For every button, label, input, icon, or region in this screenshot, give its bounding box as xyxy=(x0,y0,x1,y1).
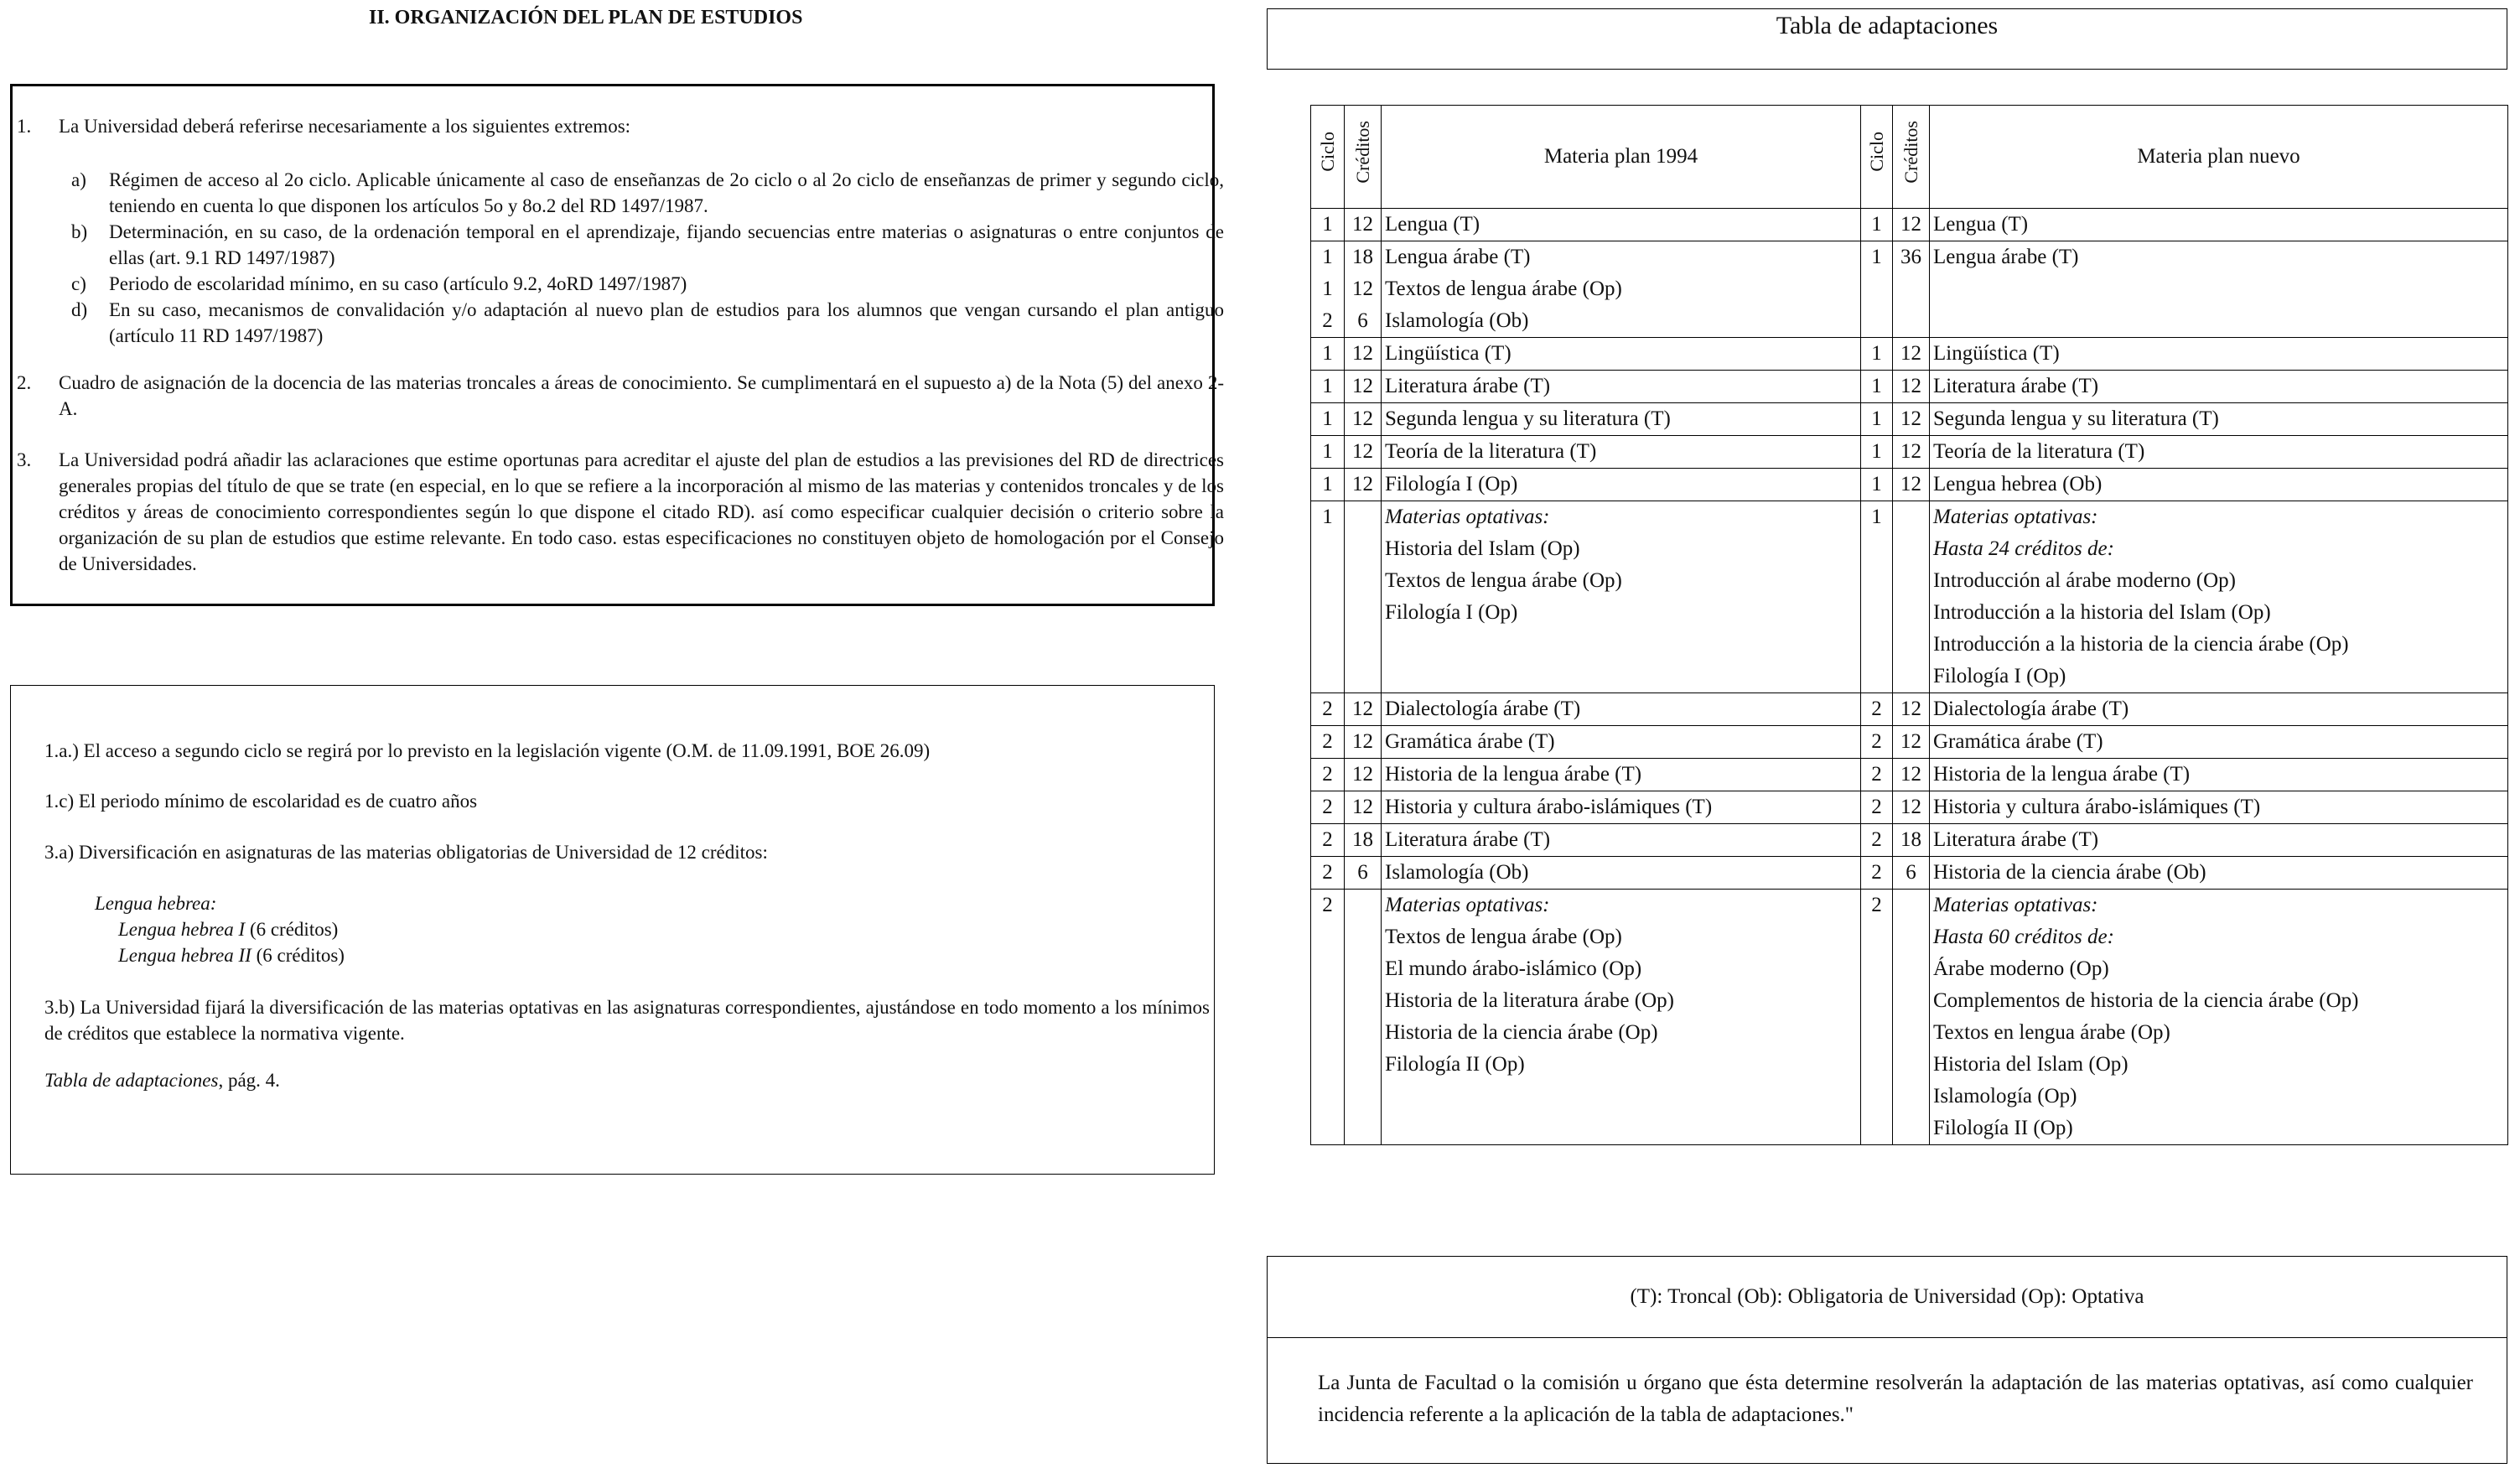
cell-ciclo-old xyxy=(1311,726,1345,759)
junta-note: La Junta de Facultad o la comisión u órgano que ésta determine resolverán la adaptación de las materias optativas, así como cualquier incidencia referente a la aplicación de la tabla de adaptaciones." xyxy=(1318,1372,2473,1426)
item-3-text: La Universidad podrá añadir las aclaraciones que estime oportunas para acreditar el ajuste del plan de estudios a las previsiones del RD de directrices generales propias del título de que se trate (en especial, en lo que se refiere a la incorporación al mismo de las materias y contenidos troncales y de los créditos y áreas de conocimiento correspondientes según lo que dispone el citado RD). así como especificar cualquier decisión o criterio sobre la organización de su plan de estudios que estime relevante. En todo caso. estas especificaciones no constituyen objeto de homologación por el Consejo de Universidades. xyxy=(59,449,1224,574)
cell-line: 2 xyxy=(1322,730,1333,753)
cell-line: Textos en lengua árabe (Op) xyxy=(1933,1021,2170,1044)
adaptation-table xyxy=(1310,105,2508,1145)
cell-ciclo-old xyxy=(1311,469,1345,501)
cell-creditos-old xyxy=(1345,371,1382,403)
cell-materia-old xyxy=(1382,890,1861,1145)
table-row xyxy=(1311,403,2508,436)
item-a-text: Régimen de acceso al 2o ciclo. Aplicable únicamente al caso de enseñanzas de 2o ciclo o al 2o ciclo de enseñanzas de primer y segundo ciclo, teniendo en cuenta lo que disponen los artículos 5o y 8o.2 del RD 1497/1987. xyxy=(109,169,1224,216)
cell-ciclo-new xyxy=(1861,890,1893,1145)
cell-line: 1 xyxy=(1322,473,1333,495)
cell-line: Textos de lengua árabe (Op) xyxy=(1385,569,1622,592)
cell-line: 2 xyxy=(1871,698,1882,720)
table-row xyxy=(1311,436,2508,469)
cell-materia-new xyxy=(1930,857,2508,890)
cell-line: 12 xyxy=(1900,698,1921,720)
cell-line: Materias optativas: xyxy=(1385,506,1550,528)
cell-line: 12 xyxy=(1352,342,1373,365)
cell-ciclo-old xyxy=(1311,338,1345,371)
cell-line: 12 xyxy=(1900,730,1921,753)
cell-line: 1 xyxy=(1322,342,1333,365)
cell-materia-old xyxy=(1382,403,1861,436)
cell-line: 1 xyxy=(1871,407,1882,430)
cell-creditos-new xyxy=(1893,759,1930,791)
cell-materia-old xyxy=(1382,371,1861,403)
cell-creditos-new xyxy=(1893,209,1930,241)
cell-creditos-old xyxy=(1345,436,1382,469)
cell-materia-new xyxy=(1930,371,2508,403)
legend-text: (T): Troncal (Ob): Obligatoria de Universidad (Op): Optativa xyxy=(1268,1257,2507,1338)
header-creditos: Créditos xyxy=(1345,106,1382,209)
cell-line: 1 xyxy=(1871,375,1882,397)
cell-line: Lingüística (T) xyxy=(1385,342,1511,365)
cell-line: Introducción al árabe moderno (Op) xyxy=(1933,569,2236,592)
cell-line: Segunda lengua y su literatura (T) xyxy=(1385,407,1671,430)
cell-line: Lengua hebrea (Ob) xyxy=(1933,473,2103,495)
cell-creditos-old xyxy=(1345,726,1382,759)
cell-line: 6 xyxy=(1906,861,1916,884)
cell-line: Filología I (Op) xyxy=(1385,473,1518,495)
cell-line: Historia del Islam (Op) xyxy=(1933,1053,2129,1076)
cell-line: 2 xyxy=(1871,894,1882,916)
cell-line: 12 xyxy=(1900,213,1921,236)
table-row xyxy=(1311,469,2508,501)
cell-line: 12 xyxy=(1352,278,1373,300)
lengua-hebrea-2: Lengua hebrea II (6 créditos) xyxy=(118,945,345,966)
cell-materia-old xyxy=(1382,857,1861,890)
cell-line: Literatura árabe (T) xyxy=(1933,375,2099,397)
cell-line: Textos de lengua árabe (Op) xyxy=(1385,278,1622,300)
cell-creditos-new xyxy=(1893,726,1930,759)
cell-line: 12 xyxy=(1352,440,1373,463)
cell-materia-new xyxy=(1930,693,2508,726)
cell-materia-old xyxy=(1382,791,1861,824)
cell-creditos-old xyxy=(1345,209,1382,241)
cell-line: 1 xyxy=(1322,375,1333,397)
cell-ciclo-old xyxy=(1311,501,1345,693)
cell-creditos-old xyxy=(1345,469,1382,501)
cell-line: Filología I (Op) xyxy=(1385,601,1518,624)
table-row xyxy=(1311,371,2508,403)
cell-ciclo-old xyxy=(1311,857,1345,890)
cell-line: Historia de la ciencia árabe (Ob) xyxy=(1933,861,2206,884)
cell-line: Historia del Islam (Op) xyxy=(1385,537,1580,560)
cell-materia-new xyxy=(1930,338,2508,371)
cell-line: 12 xyxy=(1352,698,1373,720)
note-period: 1.c) El periodo mínimo de escolaridad es de cuatro años xyxy=(44,791,478,812)
table-row xyxy=(1311,338,2508,371)
cell-creditos-old xyxy=(1345,693,1382,726)
cell-line: Materias optativas: xyxy=(1385,894,1550,916)
cell-line: 12 xyxy=(1900,342,1921,365)
cell-line: Historia y cultura árabo-islámiques (T) xyxy=(1933,796,2261,818)
cell-materia-new xyxy=(1930,890,2508,1145)
cell-line: 12 xyxy=(1900,473,1921,495)
cell-line: Materias optativas: xyxy=(1933,894,2098,916)
cell-creditos-old xyxy=(1345,759,1382,791)
cell-line: 12 xyxy=(1352,407,1373,430)
cell-line: 6 xyxy=(1357,861,1368,884)
item-letter: c) xyxy=(71,273,86,294)
cell-creditos-new xyxy=(1893,501,1930,693)
cell-materia-old xyxy=(1382,759,1861,791)
cell-line: 1 xyxy=(1322,213,1333,236)
item-letter: b) xyxy=(71,221,88,242)
cell-line: 2 xyxy=(1322,796,1333,818)
cell-line: 2 xyxy=(1322,698,1333,720)
table-row xyxy=(1311,890,2508,1145)
cell-line: 18 xyxy=(1352,246,1373,268)
legend-box xyxy=(1267,1256,2507,1464)
cell-line: Historia y cultura árabo-islámiques (T) xyxy=(1385,796,1713,818)
cell-line: Filología I (Op) xyxy=(1933,665,2066,687)
cell-line: 12 xyxy=(1352,730,1373,753)
cell-line: Hasta 60 créditos de: xyxy=(1933,926,2114,948)
cell-creditos-old xyxy=(1345,403,1382,436)
cell-line: 12 xyxy=(1352,763,1373,786)
cell-materia-new xyxy=(1930,501,2508,693)
cell-line: 18 xyxy=(1900,828,1921,851)
cell-line: Dialectología árabe (T) xyxy=(1385,698,1581,720)
cell-creditos-new xyxy=(1893,403,1930,436)
cell-ciclo-new xyxy=(1861,371,1893,403)
table-header-row xyxy=(1311,106,2508,209)
cell-ciclo-new xyxy=(1861,726,1893,759)
cell-line: 1 xyxy=(1871,506,1882,528)
cell-creditos-old xyxy=(1345,857,1382,890)
cell-line: Historia de la lengua árabe (T) xyxy=(1385,763,1642,786)
cell-line: Teoría de la literatura (T) xyxy=(1933,440,2145,463)
cell-ciclo-old xyxy=(1311,403,1345,436)
cell-ciclo-new xyxy=(1861,759,1893,791)
cell-line: 12 xyxy=(1900,407,1921,430)
cell-ciclo-new xyxy=(1861,857,1893,890)
cell-line: Lengua árabe (T) xyxy=(1385,246,1531,268)
cell-line: 1 xyxy=(1871,440,1882,463)
header-ciclo: Ciclo xyxy=(1311,106,1345,209)
cell-ciclo-old xyxy=(1311,759,1345,791)
cell-line: Lengua (T) xyxy=(1933,213,2029,236)
cell-materia-old xyxy=(1382,824,1861,857)
cell-line: 2 xyxy=(1322,894,1333,916)
cell-materia-new xyxy=(1930,726,2508,759)
cell-line: 2 xyxy=(1871,796,1882,818)
cell-creditos-new xyxy=(1893,338,1930,371)
table-row xyxy=(1311,241,2508,338)
cell-ciclo-old xyxy=(1311,824,1345,857)
cell-materia-new xyxy=(1930,469,2508,501)
note-table-ref: Tabla de adaptaciones, pág. 4. xyxy=(44,1070,280,1091)
cell-ciclo-old xyxy=(1311,791,1345,824)
cell-ciclo-new xyxy=(1861,469,1893,501)
cell-creditos-old xyxy=(1345,824,1382,857)
cell-line: Islamología (Op) xyxy=(1933,1085,2077,1107)
cell-line: 1 xyxy=(1322,506,1333,528)
table-row xyxy=(1311,857,2508,890)
cell-line: Segunda lengua y su literatura (T) xyxy=(1933,407,2219,430)
cell-materia-old xyxy=(1382,501,1861,693)
cell-line: Lengua (T) xyxy=(1385,213,1480,236)
item-number: 1. xyxy=(17,116,32,137)
cell-ciclo-new xyxy=(1861,403,1893,436)
cell-line: Islamología (Ob) xyxy=(1385,309,1529,332)
cell-line: Literatura árabe (T) xyxy=(1385,828,1551,851)
header-new-subject: Materia plan nuevo xyxy=(1930,106,2508,209)
cell-line: Introducción a la historia del Islam (Op) xyxy=(1933,601,2271,624)
cell-line: 12 xyxy=(1900,440,1921,463)
cell-line: 1 xyxy=(1871,342,1882,365)
cell-line: Árabe moderno (Op) xyxy=(1933,957,2109,980)
table-row xyxy=(1311,209,2508,241)
cell-line: Literatura árabe (T) xyxy=(1385,375,1551,397)
cell-materia-new xyxy=(1930,791,2508,824)
cell-line: 12 xyxy=(1352,213,1373,236)
cell-line: Historia de la literatura árabe (Op) xyxy=(1385,989,1674,1012)
table-title: Tabla de adaptaciones xyxy=(1267,8,2507,70)
cell-materia-old xyxy=(1382,209,1861,241)
cell-line: 1 xyxy=(1871,213,1882,236)
cell-materia-old xyxy=(1382,241,1861,338)
cell-line: 6 xyxy=(1357,309,1368,332)
cell-creditos-new xyxy=(1893,436,1930,469)
cell-line: Historia de la ciencia árabe (Op) xyxy=(1385,1021,1658,1044)
cell-line: Textos de lengua árabe (Op) xyxy=(1385,926,1622,948)
table-row xyxy=(1311,824,2508,857)
cell-ciclo-old xyxy=(1311,371,1345,403)
cell-line: 36 xyxy=(1900,246,1921,268)
cell-line: Gramática árabe (T) xyxy=(1385,730,1555,753)
cell-line: 12 xyxy=(1900,375,1921,397)
note-optional: 3.b) La Universidad fijará la diversificación de las materias optativas en las asignaturas correspondientes, ajustándose en todo momento a los mínimos de créditos que establece la normativa vigente. xyxy=(44,997,1210,1044)
item-number: 3. xyxy=(17,449,32,470)
note-access: 1.a.) El acceso a segundo ciclo se regirá por lo previsto en la legislación vigente (O.M. de 11.09.1991, BOE 26.09) xyxy=(44,740,931,761)
cell-ciclo-new xyxy=(1861,501,1893,693)
cell-line: 1 xyxy=(1871,246,1882,268)
cell-line: 12 xyxy=(1352,473,1373,495)
cell-line: 2 xyxy=(1871,828,1882,851)
cell-line: Gramática árabe (T) xyxy=(1933,730,2103,753)
cell-ciclo-new xyxy=(1861,241,1893,338)
cell-ciclo-old xyxy=(1311,241,1345,338)
cell-line: 18 xyxy=(1352,828,1373,851)
cell-creditos-old xyxy=(1345,501,1382,693)
cell-line: 12 xyxy=(1352,796,1373,818)
table-row xyxy=(1311,791,2508,824)
table-row xyxy=(1311,726,2508,759)
header-old-subject: Materia plan 1994 xyxy=(1382,106,1861,209)
cell-line: Dialectología árabe (T) xyxy=(1933,698,2129,720)
table-row xyxy=(1311,759,2508,791)
item-b-text: Determinación, en su caso, de la ordenación temporal en el aprendizaje, fijando secuencias entre materias o asignaturas o entre conjuntos de ellas (art. 9.1 RD 1497/1987) xyxy=(109,221,1224,268)
item-d-text: En su caso, mecanismos de convalidación y/o adaptación al nuevo plan de estudios para los alumnos que vengan cursando el plan antiguo (artículo 11 RD 1497/1987) xyxy=(109,299,1224,346)
cell-materia-new xyxy=(1930,436,2508,469)
cell-creditos-new xyxy=(1893,469,1930,501)
lengua-hebrea-heading: Lengua hebrea: xyxy=(95,893,217,914)
header-creditos: Créditos xyxy=(1893,106,1930,209)
cell-creditos-old xyxy=(1345,791,1382,824)
cell-line: 1 xyxy=(1322,278,1333,300)
item-2-text: Cuadro de asignación de la docencia de las materias troncales a áreas de conocimiento. Se cumplimentará en el supuesto a) de la Nota (5) del anexo 2-A. xyxy=(59,372,1224,419)
cell-materia-old xyxy=(1382,338,1861,371)
cell-line: 2 xyxy=(1322,763,1333,786)
cell-creditos-new xyxy=(1893,693,1930,726)
item-letter: a) xyxy=(71,169,86,190)
cell-creditos-old xyxy=(1345,890,1382,1145)
cell-ciclo-new xyxy=(1861,791,1893,824)
cell-creditos-new xyxy=(1893,824,1930,857)
item-1-text: La Universidad deberá referirse necesariamente a los siguientes extremos: xyxy=(59,116,631,137)
cell-line: 2 xyxy=(1871,861,1882,884)
cell-ciclo-new xyxy=(1861,338,1893,371)
cell-line: 12 xyxy=(1900,796,1921,818)
cell-ciclo-old xyxy=(1311,209,1345,241)
item-number: 2. xyxy=(17,372,32,393)
cell-ciclo-new xyxy=(1861,209,1893,241)
cell-line: Filología II (Op) xyxy=(1933,1117,2073,1139)
cell-line: 1 xyxy=(1871,473,1882,495)
cell-line: 2 xyxy=(1871,730,1882,753)
cell-line: Teoría de la literatura (T) xyxy=(1385,440,1597,463)
cell-line: Hasta 24 créditos de: xyxy=(1933,537,2114,560)
lengua-hebrea-1: Lengua hebrea I (6 créditos) xyxy=(118,919,339,940)
table-row xyxy=(1311,693,2508,726)
cell-line: 12 xyxy=(1900,763,1921,786)
cell-line: Filología II (Op) xyxy=(1385,1053,1525,1076)
cell-creditos-new xyxy=(1893,890,1930,1145)
cell-line: Historia de la lengua árabe (T) xyxy=(1933,763,2191,786)
cell-line: 2 xyxy=(1871,763,1882,786)
cell-line: Lingüística (T) xyxy=(1933,342,2060,365)
cell-line: Lengua árabe (T) xyxy=(1933,246,2079,268)
cell-line: Materias optativas: xyxy=(1933,506,2098,528)
cell-line: 1 xyxy=(1322,407,1333,430)
item-c-text: Periodo de escolaridad mínimo, en su caso (artículo 9.2, 4oRD 1497/1987) xyxy=(109,273,687,294)
cell-creditos-new xyxy=(1893,241,1930,338)
cell-materia-new xyxy=(1930,403,2508,436)
cell-creditos-old xyxy=(1345,338,1382,371)
cell-ciclo-old xyxy=(1311,436,1345,469)
cell-creditos-new xyxy=(1893,857,1930,890)
cell-materia-new xyxy=(1930,824,2508,857)
cell-line: El mundo árabo-islámico (Op) xyxy=(1385,957,1642,980)
header-ciclo: Ciclo xyxy=(1861,106,1893,209)
cell-line: Islamología (Ob) xyxy=(1385,861,1529,884)
cell-creditos-new xyxy=(1893,371,1930,403)
cell-materia-old xyxy=(1382,469,1861,501)
university-notes-box xyxy=(10,685,1215,1175)
cell-line: 2 xyxy=(1322,309,1333,332)
cell-materia-new xyxy=(1930,759,2508,791)
cell-line: Introducción a la historia de la ciencia árabe (Op) xyxy=(1933,633,2349,656)
table-row xyxy=(1311,501,2508,693)
page-title: II. ORGANIZACIÓN DEL PLAN DE ESTUDIOS xyxy=(369,7,803,29)
cell-materia-new xyxy=(1930,241,2508,338)
instructions-box xyxy=(10,84,1224,606)
cell-line: Literatura árabe (T) xyxy=(1933,828,2099,851)
cell-ciclo-old xyxy=(1311,890,1345,1145)
cell-ciclo-new xyxy=(1861,824,1893,857)
cell-creditos-new xyxy=(1893,791,1930,824)
cell-line: 1 xyxy=(1322,440,1333,463)
cell-line: 12 xyxy=(1352,375,1373,397)
cell-materia-old xyxy=(1382,693,1861,726)
cell-line: 1 xyxy=(1322,246,1333,268)
cell-materia-new xyxy=(1930,209,2508,241)
cell-line: 2 xyxy=(1322,828,1333,851)
item-letter: d) xyxy=(71,299,88,320)
cell-creditos-old xyxy=(1345,241,1382,338)
cell-line: 2 xyxy=(1322,861,1333,884)
cell-line: Complementos de historia de la ciencia árabe (Op) xyxy=(1933,989,2359,1012)
cell-materia-old xyxy=(1382,436,1861,469)
cell-ciclo-new xyxy=(1861,436,1893,469)
cell-ciclo-old xyxy=(1311,693,1345,726)
cell-ciclo-new xyxy=(1861,693,1893,726)
cell-materia-old xyxy=(1382,726,1861,759)
note-diversification: 3.a) Diversificación en asignaturas de las materias obligatorias de Universidad de 12 créditos: xyxy=(44,842,768,863)
